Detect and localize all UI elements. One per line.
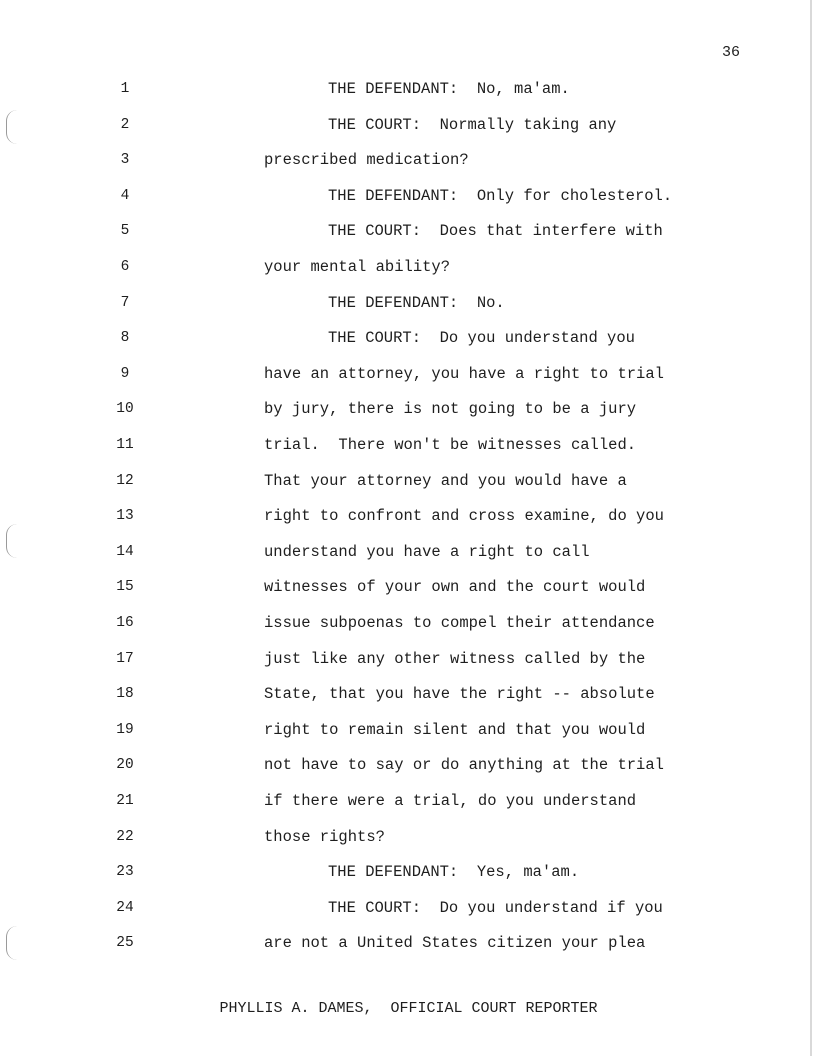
transcript-line: [0, 470, 810, 492]
line-text: those rights?: [264, 827, 385, 846]
line-text: trial. There won't be witnesses called.: [264, 436, 637, 454]
transcript-line: [0, 398, 810, 420]
line-text: not have to say or do anything at the trial: [264, 756, 664, 775]
transcript-line: [0, 220, 810, 242]
line-text: THE COURT: Do you understand you: [328, 329, 635, 348]
transcript-line: [0, 434, 810, 456]
line-text: right to confront and cross examine, do you: [264, 507, 664, 526]
line-number: 23: [116, 864, 134, 881]
transcript-line: [0, 754, 810, 776]
line-number: 2: [120, 116, 130, 133]
line-text: understand you have a right to call: [264, 542, 590, 561]
transcript-line: [0, 256, 810, 278]
line-number: 9: [120, 365, 130, 382]
line-text: your mental ability?: [264, 258, 451, 276]
line-number: 10: [116, 401, 134, 418]
line-number: 13: [116, 508, 134, 525]
transcript-line: [0, 648, 810, 670]
transcript-line: [0, 78, 810, 100]
transcript-line: [0, 897, 810, 919]
line-text: if there were a trial, do you understand: [264, 792, 637, 810]
page-edge: [810, 0, 812, 1056]
line-number: 7: [120, 294, 130, 311]
line-number: 20: [116, 757, 134, 774]
transcript-line: [0, 576, 810, 598]
transcript-line: [0, 114, 810, 136]
transcript-line: [0, 327, 810, 349]
transcript-line: [0, 505, 810, 527]
transcript-line: [0, 790, 810, 812]
line-number: 5: [120, 223, 130, 240]
transcript-line: [0, 612, 810, 634]
line-number: 16: [116, 615, 134, 631]
line-text: issue subpoenas to compel their attendance: [264, 614, 655, 632]
line-text: witnesses of your own and the court would: [264, 578, 646, 597]
line-number: 11: [116, 437, 134, 453]
transcript-line: [0, 683, 810, 705]
line-text: right to remain silent and that you would: [264, 720, 646, 739]
line-number: 8: [120, 330, 130, 347]
line-number: 4: [120, 187, 130, 204]
transcript-line: [0, 861, 810, 883]
transcript-line: [0, 932, 810, 954]
line-number: 25: [116, 935, 134, 952]
transcript-line: [0, 363, 810, 385]
line-number: 1: [120, 81, 130, 97]
line-number: 6: [120, 259, 130, 275]
transcript-line: [0, 826, 810, 848]
page-number: 36: [721, 44, 740, 61]
line-text: THE DEFENDANT: Yes, ma'am.: [328, 863, 580, 882]
transcript-line: [0, 149, 810, 171]
line-number: 12: [116, 472, 134, 489]
transcript-line: [0, 185, 810, 207]
line-text: just like any other witness called by the: [264, 649, 646, 668]
line-text: THE DEFENDANT: No, ma'am.: [328, 80, 570, 98]
court-reporter-footer: PHYLLIS A. DAMES, OFFICIAL COURT REPORTER: [219, 1000, 598, 1017]
line-number: 14: [116, 543, 134, 560]
line-number: 19: [116, 721, 134, 738]
line-text: are not a United States citizen your plea: [264, 934, 646, 953]
line-number: 3: [120, 152, 130, 169]
line-number: 24: [116, 899, 134, 916]
line-text: THE DEFENDANT: No.: [328, 293, 505, 312]
transcript-line: [0, 719, 810, 741]
line-text: have an attorney, you have a right to trial: [264, 364, 664, 383]
line-text: State, that you have the right -- absolute: [264, 685, 655, 704]
line-text: THE COURT: Does that interfere with: [328, 222, 663, 241]
line-number: 21: [116, 793, 134, 809]
line-number: 17: [116, 650, 134, 667]
line-text: THE DEFENDANT: Only for cholesterol.: [328, 186, 673, 205]
line-number: 15: [116, 579, 134, 596]
transcript-line: [0, 541, 810, 563]
line-text: That your attorney and you would have a: [264, 471, 627, 490]
transcript-line: [0, 292, 810, 314]
footer: [0, 1000, 817, 1017]
line-number: 18: [116, 686, 134, 703]
line-text: THE COURT: Normally taking any: [328, 115, 617, 134]
line-number: 22: [116, 828, 134, 845]
line-text: by jury, there is not going to be a jury: [264, 400, 637, 419]
line-text: THE COURT: Do you understand if you: [328, 898, 663, 917]
line-text: prescribed medication?: [264, 151, 469, 170]
